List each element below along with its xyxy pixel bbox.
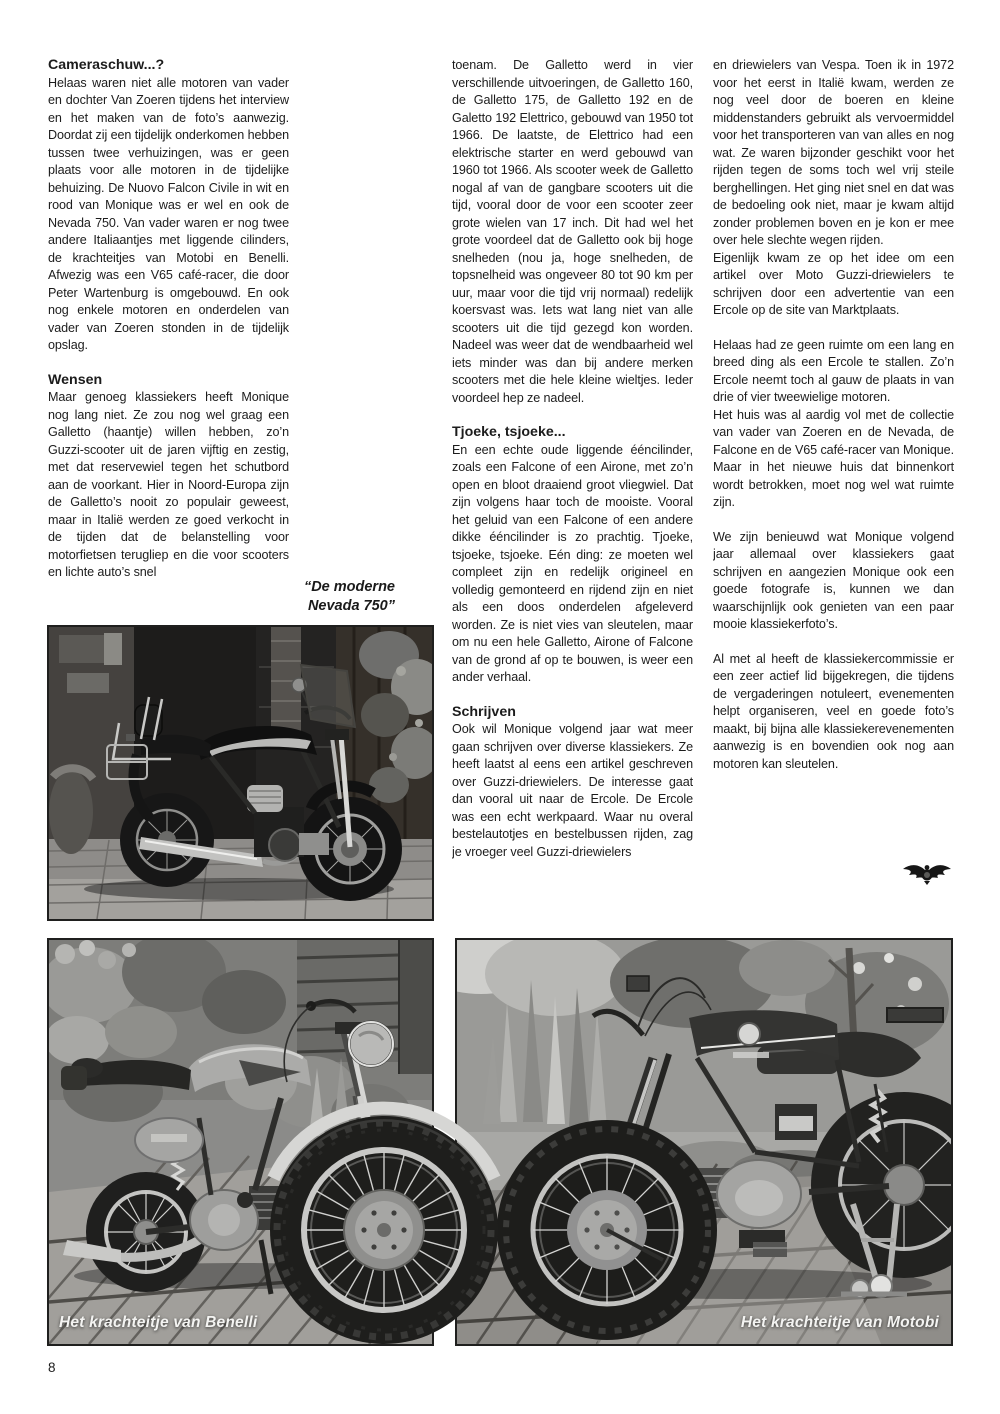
section-heading-schrijven: Schrijven — [452, 703, 516, 720]
caption-line: “De moderne — [303, 579, 395, 595]
paragraph: toenam. De Galletto werd in vier verschillende uitvoeringen, de Galletto 160, de Galletto 175, de Galletto 192 en de Galetto 192 Elettrico, gebouwd van 1950 tot 1966. De laatste, de Elettrico had een elektrische starter en werd gebouwd van 1960 tot 1966. Als scooter week de Galletto nogal af van de gangbare scooters uit die tijd, vooral door de voor een scooter zeer grote wielen van 17 inch. Dit had wel het grote voordeel dat de Galletto ook bij hoge snelheden (nou ja, hoge snelheden, de topsnelheid was ongeveer 80 tot 90 km per uur, maar voor die tijd vrij normaal) redelijk koersvast was. Iets wat lang niet van alle scooters uit die tijd gezegd kon worden. Nadeel was weer dat de wendbaarheid wel iets minder was dan bij andere merken scooters met die hele kleine wieltjes. Ieder voordeel hep ze nadeel. — [452, 58, 693, 405]
motobi-photo-illustration — [457, 940, 951, 1344]
section-heading-tjoeke: Tjoeke, tsjoeke... — [452, 424, 566, 440]
paragraph: Helaas waren niet alle motoren van vader en dochter Van Zoeren tijdens het interview en het maken van de foto’s aanwezig. Doordat zij een tijdelijk onderkomen hebben tussen twee verhuizingen, was er geen plaats voor alle motoren in de tijdelijke behuizing. De Nuovo Falcon Civile in wit en rood van Monique was er wel en ook de Nevada 750. Van vader waren er nog twee andere Italiaantjes met liggende cilinders, de krachteitjes van Motobi en Benelli. Afwezig was een V65 café-racer, die door Peter Wartenburg is omgebouwd. En ook nog enkele motoren en onderdelen van vader van Zoeren stonden in de tijdelijk opslag. — [48, 75, 289, 352]
moto-guzzi-eagle-icon — [902, 858, 952, 888]
paragraph: Het huis was al aardig vol met de collectie van vader van Zoeren en de Nevada, de Falcone en de V65 café-racer van Monique. Maar in het nieuwe huis dat binnenkort wordt betrokken, moet nog wel wat ruimte zijn. — [713, 407, 954, 509]
photo-caption-benelli: Het krachteitje van Benelli — [59, 1314, 258, 1331]
paragraph: We zijn benieuwd wat Monique volgend jaar allemaal over klassiekers gaat schrijven en aangezien Monique ook een goede fotografe is, kunnen we dan waarschijnlijk ook genieten van een paar mooie klassiekerfoto’s. — [713, 529, 954, 631]
paragraph: Helaas had ze geen ruimte om een lang en breed ding als een Ercole te stallen. Zo’n Ercole neemt toch al gauw de plaats in van drie of vier tweewielige motoren. — [713, 337, 954, 404]
paragraph: En een echte oude liggende ééncilinder, zoals een Falcone of een Airone, met zo’n open en bloot draaiend groot vliegwiel. Dat zijn volgens haar toch de mooiste. Vooral het geluid van een Falcone of een andere dikke ééncilinder is zo prachtig. Tjoeke, tsjoeke, tsjoeke. Eén ding: ze moeten wel compleet zijn en redelijk origineel en volledig gemonteerd en rijdend zijn en niet als een doos onderdelen afgeleverd worden. Ze is niet vies van sleutelen, maar om nu een hele Galletto, Airone of Falcone van de grond af op te bouwen, is weer een ander verhaal. — [452, 442, 693, 684]
text-column-2 — [452, 57, 693, 937]
text-column-1 — [48, 57, 289, 622]
text-column-3 — [713, 57, 954, 937]
page-number: 8 — [48, 1360, 56, 1375]
photo-caption-motobi: Het krachteitje van Motobi — [740, 1314, 939, 1331]
photo-caption-nevada — [300, 578, 395, 616]
paragraph: Ook wil Monique volgend jaar wat meer gaan schrijven over diverse klassiekers. Ze heeft laatst al eens een artikel geschreven over Guzzi-driewielers. De interesse gaat dan vooral uit naar de Ercole. De Ercole was een echt werkpaard. Waar nu overal bestelautotjes en bestelbussen rijden, zag je vroeger veel Guzzi-driewielers — [452, 722, 693, 859]
benelli-front-wheel-overlay — [250, 1096, 530, 1356]
paragraph: en driewielers van Vespa. Toen ik in 1972 voor het eerst in Italië kwam, werden ze nog veel door de boeren en kleine middenstanders gebruikt als vervoermiddel voor het transporteren van van alles en nog wat. Ze waren bijzonder geschikt voor het rijden tegen de soms toch wel vrij steile berghellingen. Het ging niet snel en dat was de bedoeling ook niet, maar je kwam altijd zonder problemen boven en je kon er mee over hele slechte wegen rijden. — [713, 58, 954, 247]
paragraph: Al met al heeft de klassiekercommissie er een zeer actief lid bijgekregen, die tijdens de vergaderingen notuleert, evenementen helpt organiseren, veel en goede foto’s maakt, bij bijna alle klassiekerevenementen aanwezig is en bovendien ook nog aan motoren kan sleutelen. — [713, 651, 954, 771]
nevada-photo-illustration — [49, 627, 432, 919]
paragraph: Eigenlijk kwam ze op het idee om een artikel over Moto Guzzi-driewielers te schrijven door een advertentie van een Ercole op de site van Marktplaats. — [713, 250, 954, 317]
paragraph: Maar genoeg klassiekers heeft Monique nog lang niet. Ze zou nog wel graag een Galletto (haantje) willen hebben, zo’n Guzzi-scooter uit de jaren vijftig en zestig, met dat reservewiel tegen het schutbord aan de voorkant. Hier in Noord-Europa zijn de Galletto’s nooit zo populair geweest, maar in Italië werden ze goed verkocht in de tijden dat de belanstelling voor motorfietsen terugliep en die voor scooters en lichte auto’s snel — [48, 390, 289, 579]
section-heading-cameraschuw: Cameraschuw...? — [48, 57, 165, 73]
caption-line: Nevada 750” — [307, 598, 395, 614]
section-heading-wensen: Wensen — [48, 371, 103, 388]
nevada-photo — [47, 625, 434, 921]
